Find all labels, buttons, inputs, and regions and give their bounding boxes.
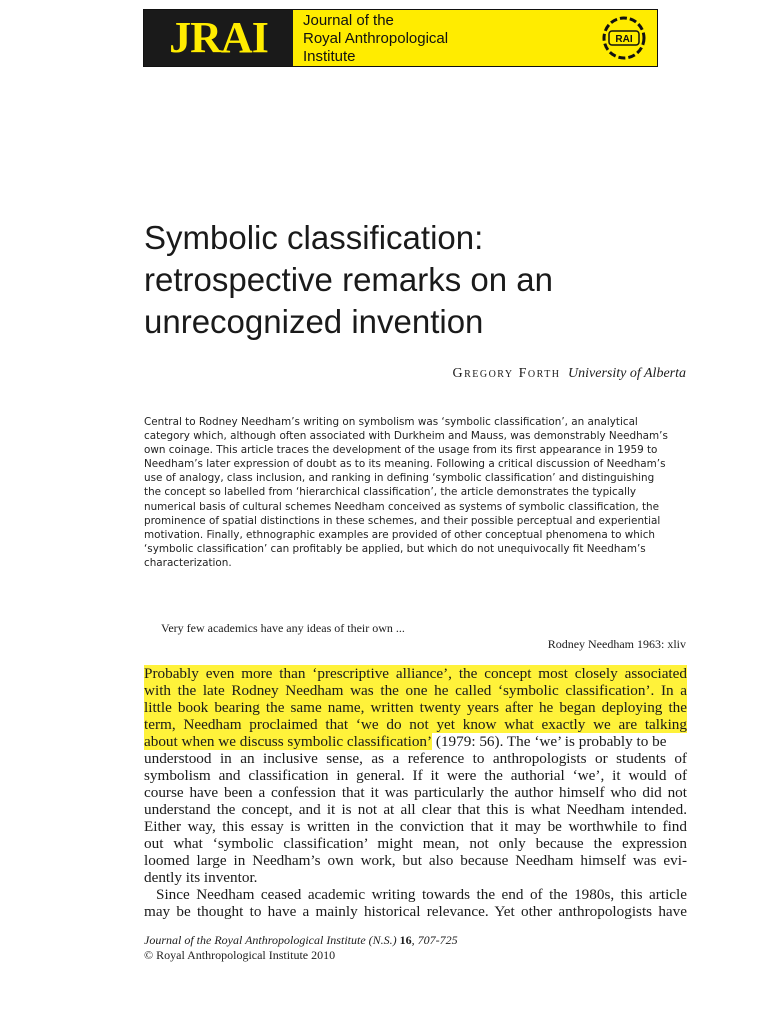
body-text-span: understood in an inclusive sense, as a reference to anthropologists or students of [144,750,687,767]
title-line: unrecognized invention [144,303,484,340]
body-line [144,750,687,767]
journal-name-line: Journal of the [303,12,394,29]
abstract-line: motivation. Finally, ethnographic examples are provided of other conceptual phenomena to which [144,528,655,541]
journal-name-line: Institute [303,48,356,65]
page-footer [144,933,458,963]
title-line: retrospective remarks on an [144,261,554,298]
abstract [144,415,668,570]
body-line [144,852,687,869]
epigraph-citation: Rodney Needham 1963: xliv [547,637,686,651]
body-text-span: understand the concept, and it is not at all clear that this is what Needham intended. [144,801,687,818]
body-text-span: loomed large in Needham’s own work, but also because Needham himself was evi- [144,852,687,869]
journal-title: Journal of the Royal Anthropological Institute (N.S.) [144,933,397,947]
rai-emblem-icon [601,15,647,61]
body-text-span: Either way, this essay is written in the conviction that it may be worthwhile to find [144,818,687,835]
body-text [144,665,687,920]
body-text-span: course have been a confession that it was particularly the author himself who did not [144,784,687,801]
journal-banner [143,9,658,67]
volume-number: 16 [399,933,412,947]
byline [452,366,686,382]
author-affiliation: University of Alberta [568,366,686,381]
body-line [144,699,687,716]
body-text-span: Since Needham ceased academic writing towards the end of the 1980s, this article [156,886,687,903]
body-text-span: (1979: 56). The ‘we’ is probably to be [432,733,667,750]
emblem-label: RAI [615,34,633,45]
body-line [144,733,687,750]
abstract-line: use of analogy, class inclusion, and ranking in defining ‘symbolic classification’ and distinguishing [144,472,655,485]
body-text-span: symbolism and classification in general. If it were the authorial ‘we’, it would of [144,767,687,784]
body-line [144,665,687,682]
body-line [144,835,687,852]
journal-name-line: Royal Anthropological [303,30,449,47]
journal-logo: JRAI [144,10,293,66]
body-line [144,903,687,920]
abstract-line: Central to Rodney Needham’s writing on symbolism was ‘symbolic classification’, an analytical [144,416,638,428]
abstract-line: own coinage. This article traces the development of the usage from its first appearance in 1959 to [144,444,658,457]
body-line [144,801,687,818]
body-line [144,818,687,835]
author-name: Gregory Forth [452,366,561,381]
abstract-line: Needham’s later expression of doubt as to its meaning. Following a critical discussion of Needham’s [144,458,666,471]
highlighted-text: Probably even more than ‘prescriptive alliance’, the concept most closely associated [144,665,687,682]
highlighted-text: with the late Rodney Needham was the one he called ‘symbolic classification’. In a [144,682,687,699]
citation [144,933,458,948]
title-line: Symbolic classification: [144,219,484,256]
abstract-line: category which, although often associated with Durkheim and Mauss, was demonstrably Needham’s [144,430,668,443]
highlighted-text: about when we discuss symbolic classification’ [144,733,433,750]
journal-name [303,12,448,66]
body-line [144,716,687,733]
highlighted-text: little book bearing the same name, written twenty years after he began deploying the [144,699,687,716]
epigraph: Very few academics have any ideas of their own ... [161,621,405,635]
abstract-line: prominence of spatial distinctions in these schemes, and their possible perceptual and experiential [144,514,661,527]
article-title [144,217,704,343]
body-text-span: dently its inventor. [144,869,258,886]
body-text-span: may be thought to have a mainly historical relevance. Yet other anthropologists have [144,903,687,920]
abstract-line: the concept so labelled from ‘hierarchical classification’, the article demonstrates the typically [144,486,637,499]
abstract-line: numerical basis of cultural schemes Needham conceived as systems of symbolic classification, the [144,500,660,513]
body-line [144,682,687,699]
page-range: , 707-725 [411,933,458,947]
body-text-span: out what ‘symbolic classification’ might mean, not only because the expression [144,835,687,852]
highlighted-text: term, Needham proclaimed that ‘we do not yet know what exactly we are talking [144,716,687,733]
body-line [144,869,687,886]
body-line [144,767,687,784]
abstract-line: characterization. [144,556,232,569]
abstract-line: ‘symbolic classification’ can profitably be applied, but which do not unequivocally fit Needham’s [144,542,646,555]
body-line [144,886,687,903]
body-line [144,784,687,801]
copyright-line: © Royal Anthropological Institute 2010 [144,948,336,962]
